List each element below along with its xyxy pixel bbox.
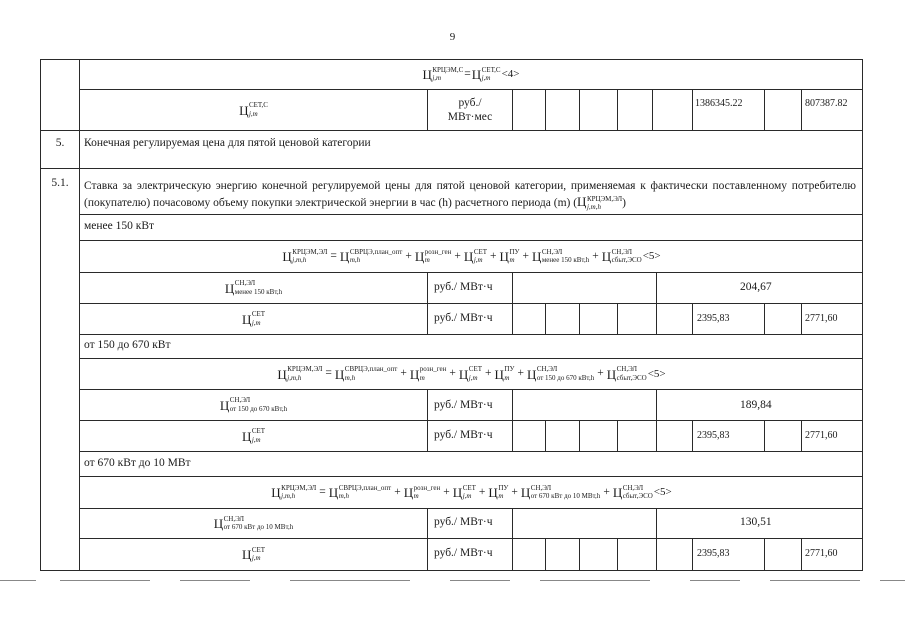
unit-hour: руб./ МВт·ч (434, 516, 493, 528)
cn-value: 130,51 (740, 516, 772, 528)
col-line (512, 508, 513, 570)
col-line (764, 89, 765, 130)
group-label: от 670 кВт до 10 МВт (84, 457, 191, 469)
cset-value-2: 807387.82 (805, 98, 848, 109)
col-line (512, 389, 513, 451)
col-line (579, 420, 580, 451)
col-line (764, 538, 765, 570)
col-line (545, 303, 546, 334)
unit-hour: руб./ МВт·ч (434, 429, 493, 441)
scan-dash (180, 580, 250, 581)
col-line (427, 272, 428, 334)
col-line (764, 420, 765, 451)
col-line (656, 389, 657, 451)
row-line (40, 168, 863, 169)
group-formula: Ц КРЦЭМ,ЭЛ j,m,h = Ц СВРЦЭ,план_опт m,h + Ц розн_ген m + Ц СЕТ j,m + Ц ПУ m + Ц СН,ЭЛ от 670 кВт до 10 МВт,h + Ц СН,ЭЛ сбыт,ЭСО <5> (271, 483, 672, 500)
col-line (692, 89, 693, 130)
scan-dash (880, 580, 905, 581)
col-line (692, 303, 693, 334)
cset-symbol: Ц СЕТ j,m (241, 310, 266, 327)
scan-dash (0, 580, 36, 581)
col-line (617, 89, 618, 130)
col-line (764, 303, 765, 334)
cset-value-1: 2395,83 (697, 430, 730, 441)
cset-symbol: Ц СЕТ j,m (241, 545, 266, 562)
row-line (40, 130, 863, 131)
col-line (579, 538, 580, 570)
group-formula: Ц КРЦЭМ,ЭЛ j,m,h = Ц СВРЦЭ,план_опт m,h + Ц розн_ген m + Ц СЕТ j,m + Ц ПУ m + Ц СН,ЭЛ от 150 до 670 кВт,h + Ц СН,ЭЛ сбыт,ЭСО <5> (277, 365, 666, 382)
unit-hour: руб./ МВт·ч (434, 312, 493, 324)
table-left-border (40, 59, 41, 571)
col-line (545, 89, 546, 130)
col-line (512, 89, 513, 130)
cset-symbol: Ц СЕТ j,m (241, 427, 266, 444)
row-line (80, 451, 863, 452)
scan-dash (290, 580, 410, 581)
col-line (545, 420, 546, 451)
col-line (427, 389, 428, 451)
row-line (80, 214, 863, 215)
bottom-border (40, 570, 863, 571)
cset-value-1: 2395,83 (697, 548, 730, 559)
scan-dash (540, 580, 650, 581)
col-line (652, 89, 653, 130)
col-line (617, 303, 618, 334)
cset-symbol: Ц СЕТ,С j,m (239, 101, 268, 118)
unit-hour: руб./ МВт·ч (434, 547, 493, 559)
col-line (579, 89, 580, 130)
cset-value-1: 2395,83 (697, 313, 730, 324)
col-line (656, 508, 657, 570)
scan-dash (770, 580, 860, 581)
col-line (617, 538, 618, 570)
scan-dash (450, 580, 510, 581)
col-line (692, 538, 693, 570)
unit-month: руб./ МВт·мес (447, 97, 493, 123)
cn-symbol: Ц СН,ЭЛ менее 150 кВт,h (224, 279, 283, 296)
cn-value: 204,67 (740, 281, 772, 293)
col-line (656, 272, 657, 334)
scan-dash (690, 580, 740, 581)
col-line (427, 508, 428, 570)
row-line (80, 334, 863, 335)
cset-value-2: 2771,60 (805, 430, 838, 441)
scan-dash (60, 580, 150, 581)
col-line (692, 420, 693, 451)
group-formula: Ц КРЦЭМ,ЭЛ j,m,h = Ц СВРЦЭ,план_опт m,h + Ц розн_ген m + Ц СЕТ j,m + Ц ПУ m + Ц СН,ЭЛ менее 150 кВт,h + Ц СН,ЭЛ сбыт,ЭСО <5> (282, 247, 661, 264)
group-label: менее 150 кВт (84, 220, 155, 232)
section-5-1-number: 5.1. (51, 177, 69, 189)
cn-symbol: Ц СН,ЭЛ от 670 кВт до 10 МВт,h (213, 514, 294, 531)
cn-symbol: Ц СН,ЭЛ от 150 до 670 кВт,h (219, 396, 288, 413)
cset-value-1: 1386345.22 (695, 98, 743, 109)
col-line (617, 420, 618, 451)
cset-value-2: 2771,60 (805, 548, 838, 559)
unit-hour: руб./ МВт·ч (434, 281, 493, 293)
group-label: от 150 до 670 кВт (84, 339, 171, 351)
col-line (801, 420, 802, 451)
col-line (579, 303, 580, 334)
cn-value: 189,84 (740, 399, 772, 411)
formula-tariff-cset: Ц КРЦЭМ,С j,m = Ц СЕТ,С j,m <4> (422, 65, 520, 82)
page-number: 9 (449, 31, 456, 43)
col-line (801, 538, 802, 570)
section-5-number: 5. (55, 137, 65, 149)
section-5-1-text: Ставка за электрическую энергию конечной регулируемой цены для пятой ценовой категории, применяемая к фактически поставленному потребителю (покупателю) почасовому объему покупки электрической энергии в час (h) расчетного периода (m) (Ц КРЦЭМ,ЭЛ j,m,h ) (84, 180, 856, 211)
col-line (545, 538, 546, 570)
col-line (801, 89, 802, 130)
col-line (512, 272, 513, 334)
section-5-title: Конечная регулируемая цена для пятой ценовой категории (84, 137, 371, 149)
cset-value-2: 2771,60 (805, 313, 838, 324)
col-line (801, 303, 802, 334)
unit-hour: руб./ МВт·ч (434, 399, 493, 411)
